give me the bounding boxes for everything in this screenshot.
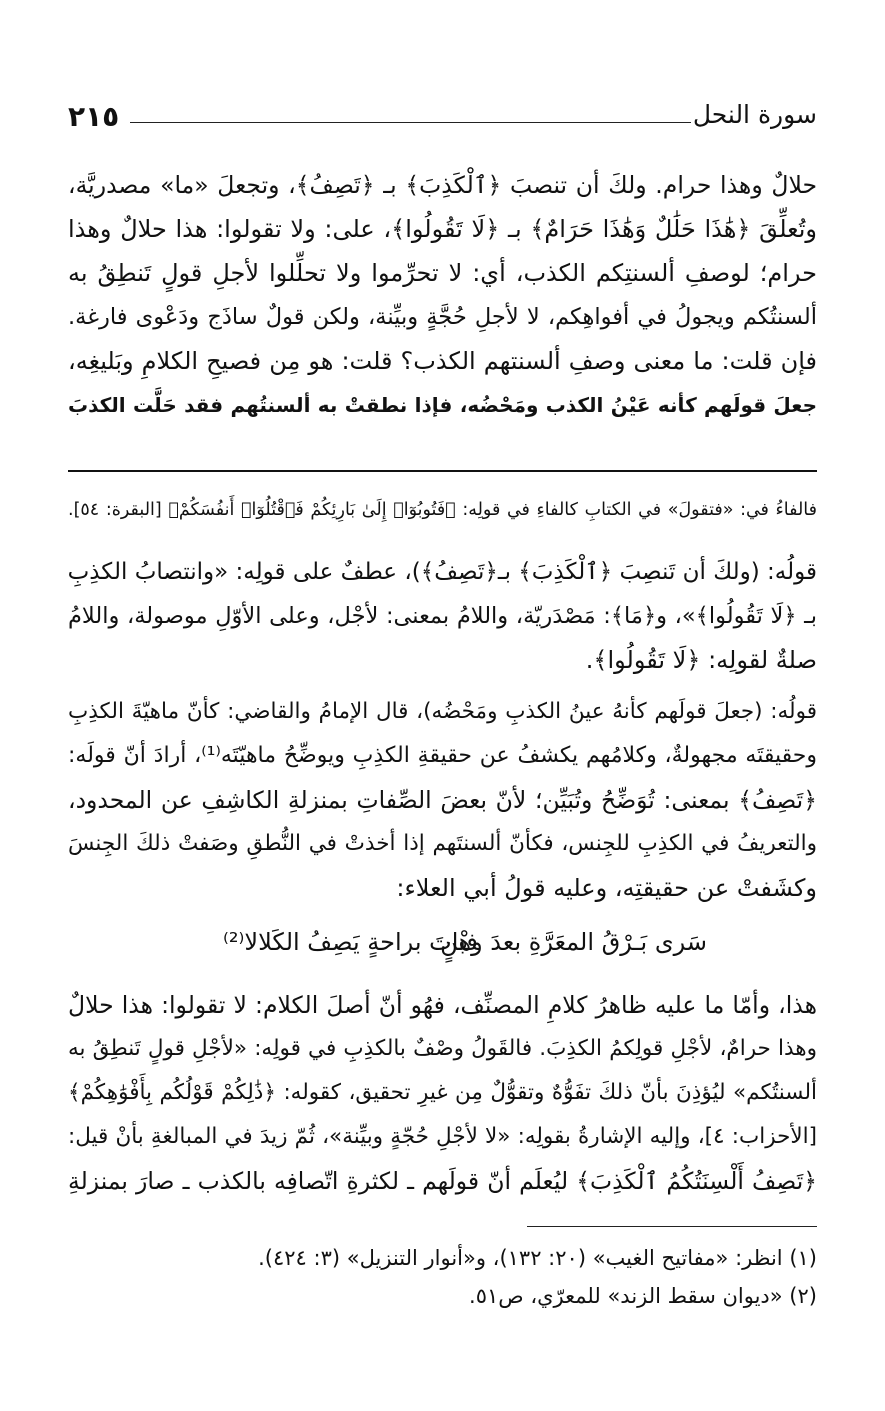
gloss-line: بـ ﴿لَا تَقُولُوا﴾»، و﴿مَا﴾: مَصْدَريّة، واللامُ بمعنى: لأجْل، وعلى الأوّلِ موصولة، واللامُ bbox=[68, 603, 817, 629]
footnote-rule bbox=[527, 1226, 817, 1227]
page-header bbox=[68, 100, 817, 146]
commentary-line: ألسنتُكم ويجولُ في أفواهِكم، لا لأجلِ حُجَّةٍ وبيِّنة، ولكن قولٌ ساذَج ودَعْوى فارغة. bbox=[68, 304, 817, 330]
poem-second-hemistich: فباتَ براحةٍ يَصِفُ الكَلالا⁽²⁾ bbox=[223, 928, 478, 956]
commentary-line: فإن قلت: ما معنى وصفِ ألسنتهم الكذب؟ قلت: هو مِن فصيحِ الكلامِ وبَليغِه، bbox=[68, 347, 817, 375]
page-number: ٢١٥ bbox=[68, 100, 120, 133]
gloss-line: ﴿تَصِفُ أَلْسِنَتُكُمُ ٱلْكَذِبَ﴾ ليُعلَم أنّ قولَهم ـ لكثرةِ اتّصافِه بالكذب ـ صارَ بمنزلةِ bbox=[68, 1167, 817, 1195]
footnote: (٢) «ديوان سقط الزند» للمعرّي، ص٥١. bbox=[469, 1284, 817, 1308]
poem-verse bbox=[68, 920, 817, 964]
section-divider bbox=[68, 470, 817, 472]
gloss-line: صلةٌ لقولِه: ﴿لَا تَقُولُوا﴾. bbox=[585, 646, 817, 674]
surah-title: سورة النحل bbox=[692, 100, 817, 129]
commentary-line: وتُعلِّقَ ﴿هَٰذَا حَلَٰلٌ وَهَٰذَا حَرَامٌ﴾ بـ ﴿لَا تَقُولُوا﴾، على: ولا تقولوا: هذا حلالٌ وهذا bbox=[68, 215, 817, 243]
gloss-line: وهذا حرامٌ، لأجْلِ قولِكمُ الكذِبَ. فالقَولُ وصْفٌ بالكذِبِ في قولِه: «لأجْلِ قولٍ تَنطِقُ به bbox=[68, 1036, 817, 1061]
commentary-line: حلالٌ وهذا حرام. ولكَ أن تنصبَ ﴿ٱلْكَذِبَ﴾ بـ ﴿تَصِفُ﴾، وتجعلَ «ما» مصدريَّة، bbox=[68, 171, 817, 199]
gloss-line: قولُه: (ولكَ أن تَنصِبَ ﴿ٱلْكَذِبَ﴾ بـ﴿تَصِفُ﴾)، عطفٌ على قولِه: «وانتصابُ الكذِبِ bbox=[67, 559, 817, 585]
header-rule bbox=[130, 122, 691, 123]
commentary-line: جعلَ قولَهم كأنه عَيْنُ الكذب ومَحْضُه، فإذا نطقتْ به ألسنتُهم فقد حَلَّت الكذبَ bbox=[68, 393, 817, 417]
commentary-line: حرام؛ لوصفِ ألسنتِكم الكذب، أي: لا تحرِّموا ولا تحلِّلوا لأجلِ قولٍ تَنطِقُ به bbox=[68, 259, 817, 287]
gloss-line: [الأحزاب: ٤]، وإليه الإشارةُ بقولِه: «لا لأجْلِ حُجّةٍ وبيِّنة»، ثُمّ زيدَ في المبالغةِ بأنْ قيل: bbox=[68, 1124, 817, 1149]
footnote: (١) انظر: «مفاتيح الغيب» (٢٠: ١٣٢)، و«أنوار التنزيل» (٣: ٤٢٤). bbox=[258, 1246, 817, 1270]
gloss-line: ﴿تَصِفُ﴾ بمعنى: تُوَضِّحُ وتُبَيِّن؛ لأنّ بعضَ الصِّفاتِ بمنزلةِ الكاشِفِ عن المحدود، bbox=[68, 786, 817, 814]
poem-first-hemistich: سَرى بَـرْقُ المعَرَّةِ بعدَ وهْنٍ bbox=[440, 928, 707, 956]
gloss-line: فالفاءُ في: «فتقولَ» في الكتابِ كالفاءِ في قولِه: ﴿فَتُوبُوٓا۟ إِلَىٰ بَارِئِكُمْ فَٱقْتُلُوٓا۟ أَنفُسَكُمْ﴾ [البقرة: ٥٤]. bbox=[68, 500, 817, 520]
gloss-line: ألسنتُكم» ليُؤذِنَ بأنّ ذلكَ تفَوُّهٌ وتقوُّلٌ مِن غيرِ تحقيق، كقوله: ﴿ذَٰلِكُمْ قَوْلُكُم بِأَفْوَٰهِكُمْ﴾ bbox=[68, 1080, 817, 1105]
gloss-line: هذا، وأمّا ما عليه ظاهرُ كلامِ المصنِّف، فهُو أنّ أصلَ الكلام: لا تقولوا: هذا حلالٌ bbox=[68, 991, 817, 1019]
gloss-line: قولُه: (جعلَ قولَهم كأنهُ عينُ الكذبِ ومَحْضُه)، قال الإمامُ والقاضي: كأنّ ماهيّةَ الكذِبِ bbox=[68, 699, 817, 724]
gloss-line: وحقيقتَه مجهولةٌ، وكلامُهم يكشفُ عن حقيقةِ الكذِبِ ويوضِّحُ ماهيّتَه⁽¹⁾، أرادَ أنّ قولَه: bbox=[68, 743, 817, 768]
gloss-line: والتعريفُ في الكذِبِ للجِنس، فكأنّ ألسنتَهم إذا أخذتْ في النُّطقِ وصَفتْ ذلكَ الجِنسَ bbox=[68, 831, 817, 856]
gloss-line: وكشَفتْ عن حقيقتِه، وعليه قولُ أبي العلاء: bbox=[396, 874, 817, 902]
